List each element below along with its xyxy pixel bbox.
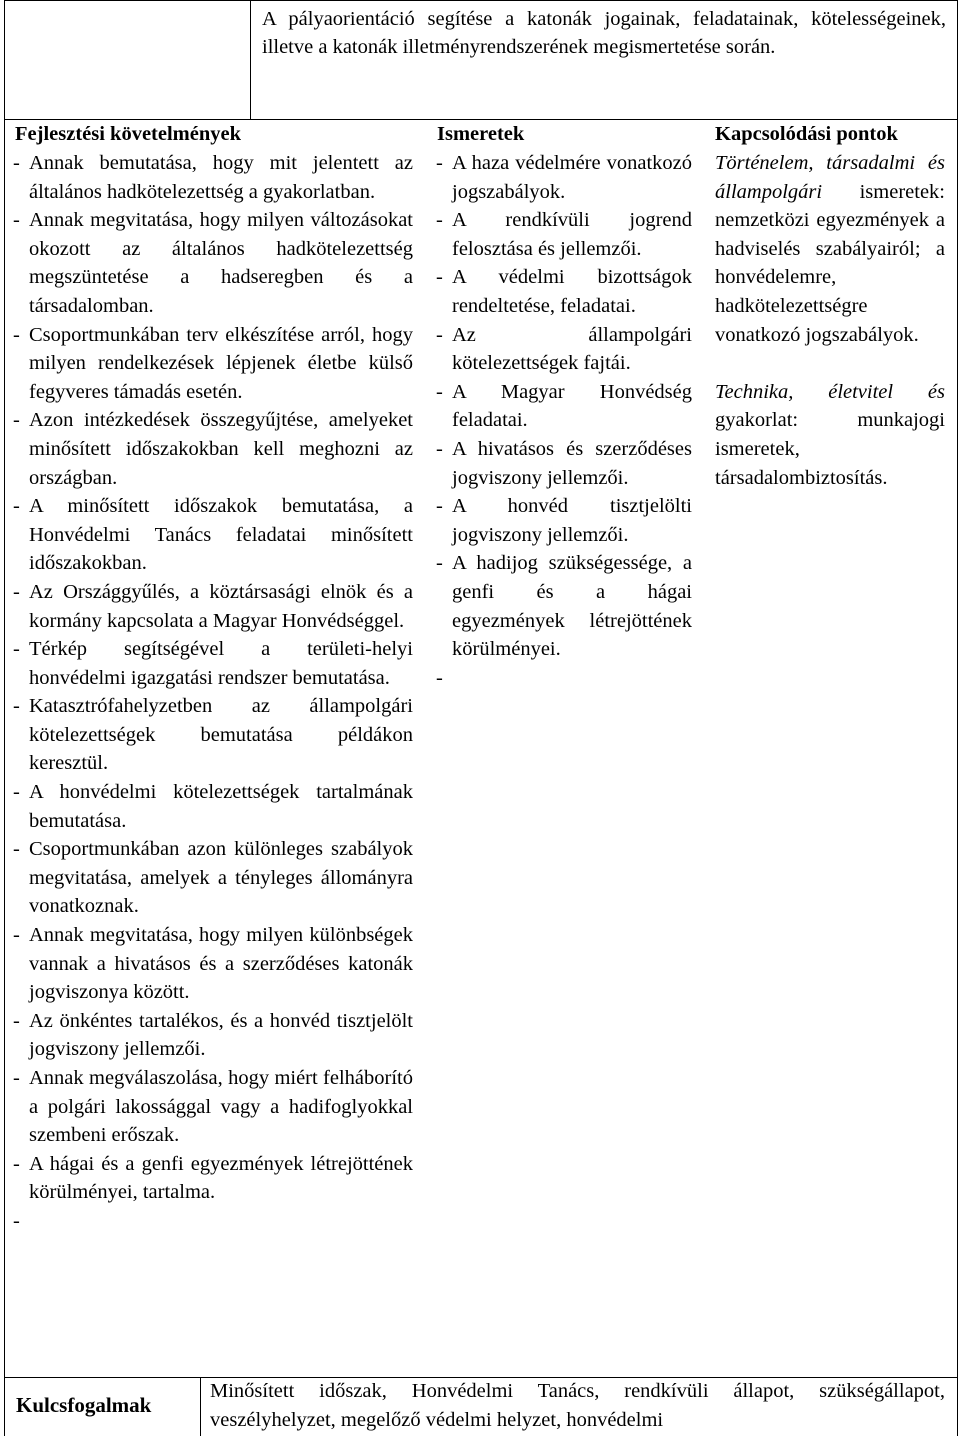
spacer [715,349,945,378]
requirements-column [13,149,413,1236]
subject-technology: Technika, életvitel és [715,380,945,403]
table-border-right [957,0,958,1436]
list-item-empty: - [436,666,443,689]
connections-paragraph-2: Technika, életvitel és gyakorlat: munkajogi ismeretek, társadalombiztosítás. [715,380,945,489]
list-item: - Az állampolgári kötelezettségek fajtái. [436,323,692,375]
list-item: - Csoportmunkában azon különleges szabályok megvitatása, amelyek a tényleges állományra vonatkoznak. [13,838,413,918]
keywords-cell [210,1377,945,1435]
list-item: - A hivatásos és szerződéses jogviszony jellemzői. [436,437,692,489]
list-item: - Azon intézkedések összegyűjtése, amelyeket minősített időszakokban kell meghozni az országban. [13,409,413,489]
keywords-label: Kulcsfogalmak [16,1393,152,1417]
list-item: - A minősített időszakok bemutatása, a Honvédelmi Tanács feladatai minősített időszakokban. [13,495,413,575]
header-ismeretek: Ismeretek [437,123,525,145]
table-border-left [4,0,5,1436]
list-item: - A hágai és a genfi egyezmények létrejöttének körülményei, tartalma. [13,1152,413,1204]
list-item: - A rendkívüli jogrend felosztása és jellemzői. [436,209,692,260]
subject-history: Történelem, társadalmi és állampolgári [715,152,945,203]
keywords-text: Minősített időszak, Honvédelmi Tanács, rendkívüli állapot, szükségállapot, veszélyhelyzet, megelőző védelmi helyzet, honvédelmi [210,1380,945,1431]
list-item: - Annak megvitatása, hogy milyen különbségek vannak a hivatásos és a szerződéses katonák jogviszonya között. [13,924,413,1004]
list-item: - A védelmi bizottságok rendeltetése, feladatai. [436,266,692,317]
goal-text-cell [262,5,946,61]
knowledge-column [436,149,692,692]
list-item: - A honvédelmi kötelezettségek tartalmának bemutatása. [13,781,413,832]
list-item: - Az önkéntes tartalékos, és a honvéd tisztjelölt jogviszony jellemzői. [13,1009,413,1061]
list-item: - Annak bemutatása, hogy mit jelentett az általános hadkötelezettség a gyakorlatban. [13,152,413,203]
table-border-keywords-divider [200,1377,201,1436]
table-border-top [4,0,958,1]
connections-paragraph-1: Történelem, társadalmi és állampolgári ismeretek: nemzetközi egyezmények a hadviselés szabályairól; a honvédelemre, hadkötelezettségre vonatkozó jogszabályok. [715,152,945,346]
list-item: - A hadijog szükségessége, a genfi és a hágai egyezmények létrejöttének körülményei. [436,552,692,661]
list-item: - A Magyar Honvédség feladatai. [436,380,692,432]
list-item: - Annak megválaszolása, hogy miért felháborító a polgári lakossággal vagy a hadifoglyokkal szembeni erőszak. [13,1067,413,1147]
table-border-top-divider [250,0,251,119]
list-item: - A haza védelmére vonatkozó jogszabályok. [436,152,692,203]
list-item: - A honvéd tisztjelölti jogviszony jellemzői. [436,495,692,546]
list-item: - Térkép segítségével a területi-helyi honvédelmi igazgatási rendszer bemutatása. [13,638,413,689]
list-item: - Csoportmunkában terv elkészítése arról, hogy milyen rendelkezések lépjenek életbe külső fegyveres támadás esetén. [13,323,413,403]
list-item: - Katasztrófahelyzetben az állampolgári kötelezettségek bemutatása példákon keresztül. [13,695,413,775]
list-item: - Annak megvitatása, hogy milyen változásokat okozott az általános hadkötelezettség megszüntetése a hadseregben és a társadalomban. [13,209,413,317]
header-kapcsolodasi: Kapcsolódási pontok [715,123,898,145]
header-fejlesztesi: Fejlesztési követelmények [15,123,241,145]
connections-column [715,149,945,492]
list-item: - Az Országgyűlés, a köztársasági elnök és a kormány kapcsolata a Magyar Honvédséggel. [13,580,413,632]
goal-text: A pályaorientáció segítése a katonák jogainak, feladatainak, kötelességeinek, illetve a katonák illetményrendszerének megismertetése során. [262,8,946,58]
list-item-empty: - [13,1209,20,1232]
